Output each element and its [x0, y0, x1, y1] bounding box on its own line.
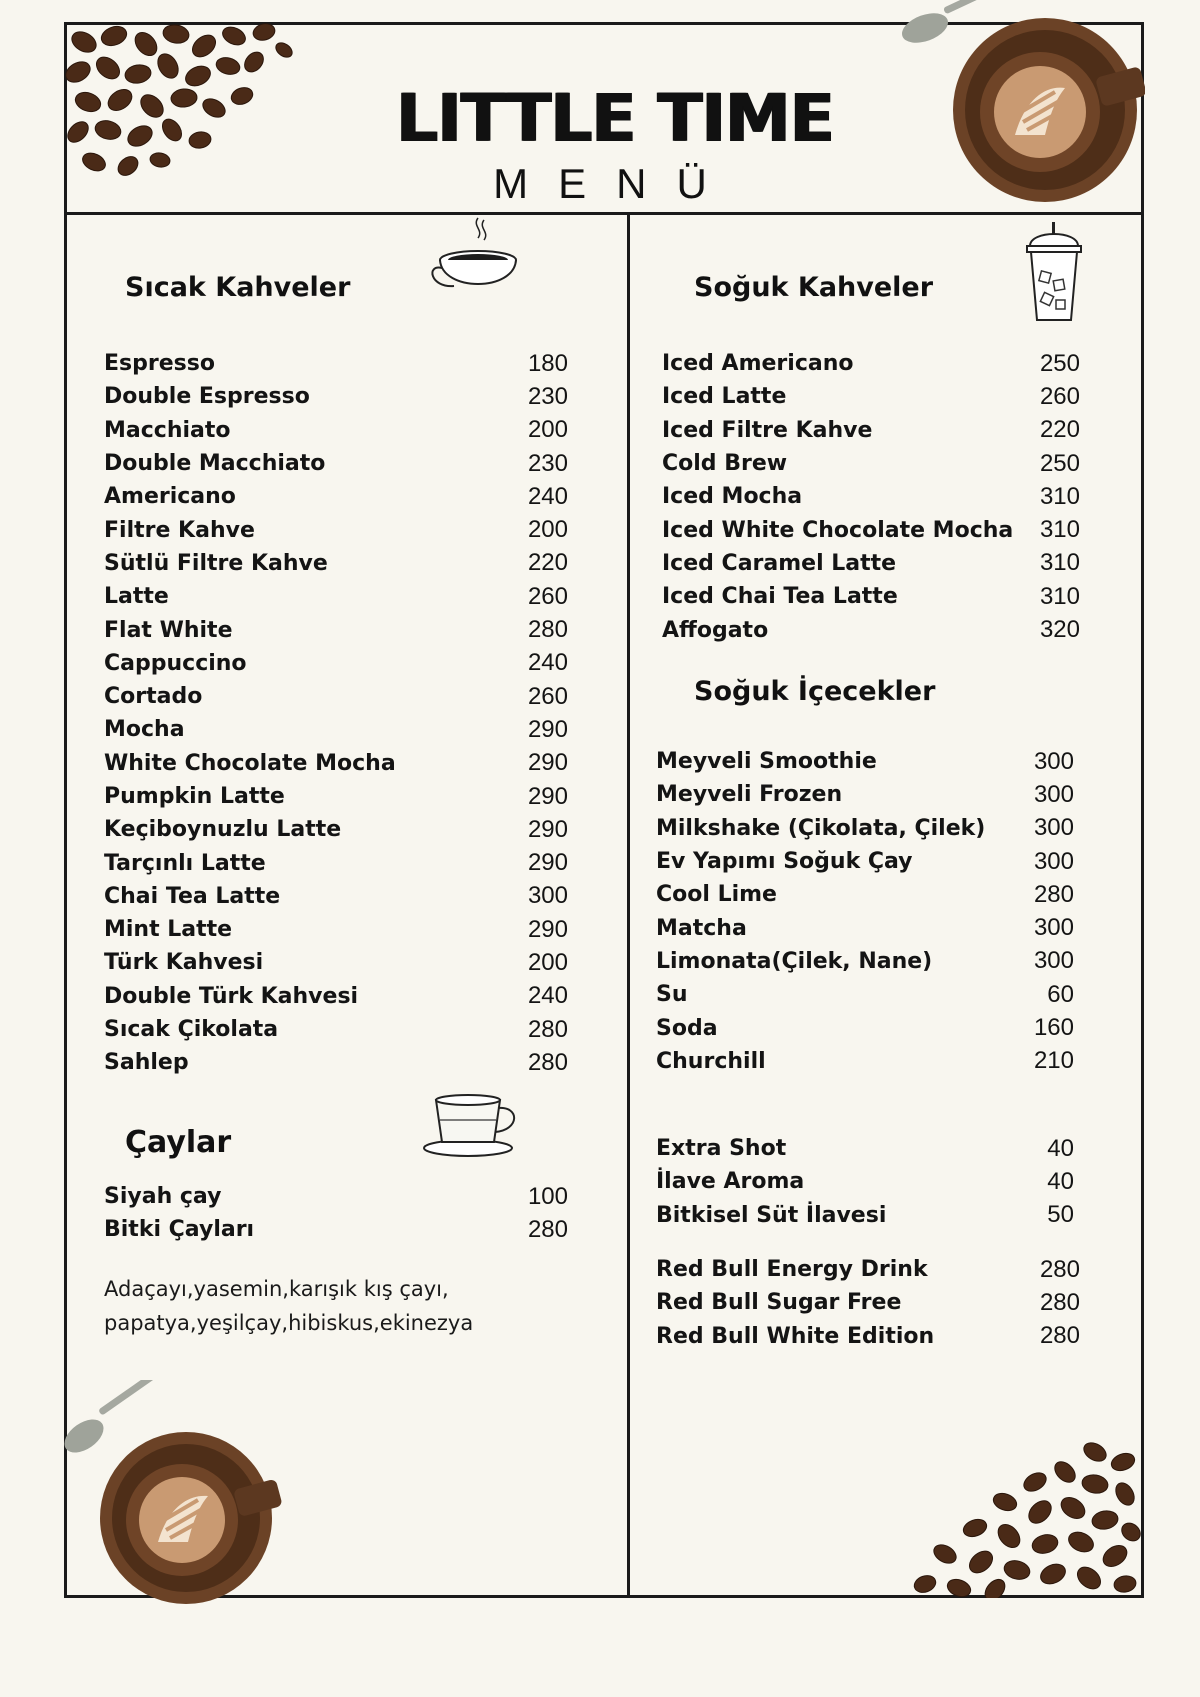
- menu-item: [656, 1132, 1074, 1165]
- item-name: Macchiato: [104, 417, 231, 443]
- item-name: Churchill: [656, 1048, 766, 1074]
- item-name: Sütlü Filtre Kahve: [104, 550, 328, 576]
- item-price: 280: [527, 616, 568, 644]
- item-price: 310: [1039, 582, 1080, 610]
- menu-item: [662, 580, 1080, 613]
- item-price: 310: [1039, 516, 1080, 544]
- latte-cup-bottom-left: [58, 1380, 288, 1605]
- item-price: 300: [1033, 847, 1074, 875]
- item-name: Iced Caramel Latte: [662, 550, 897, 576]
- menu-item: [104, 647, 568, 680]
- extras-list: [656, 1132, 1074, 1232]
- menu-item: [104, 1013, 568, 1046]
- hot-coffees-list: [104, 347, 568, 1080]
- menu-item: [104, 747, 568, 780]
- item-name: Meyveli Smoothie: [656, 749, 877, 775]
- iced-drink-cup-icon: [1022, 222, 1086, 326]
- menu-item: [104, 513, 568, 546]
- menu-item: [656, 945, 1074, 978]
- cold-coffees-title: Soğuk Kahveler: [694, 272, 934, 303]
- menu-item: [656, 778, 1074, 811]
- item-name: Sıcak Çikolata: [104, 1017, 279, 1043]
- item-price: 50: [1047, 1201, 1074, 1229]
- menu-item: [104, 447, 568, 480]
- item-name: Milkshake (Çikolata, Çilek): [656, 815, 986, 841]
- item-price: 40: [1047, 1167, 1074, 1195]
- menu-item: [104, 980, 568, 1013]
- item-price: 300: [1033, 947, 1074, 975]
- item-name: Espresso: [104, 351, 215, 377]
- item-price: 290: [527, 782, 568, 810]
- menu-item: [104, 1213, 568, 1246]
- menu-item: [662, 347, 1080, 380]
- coffee-beans-bottom-right: [895, 1432, 1143, 1598]
- brand-title: LITTLE TIME: [396, 80, 834, 157]
- item-name: Double Macchiato: [104, 451, 326, 477]
- menu-item: [104, 613, 568, 646]
- item-name: Latte: [104, 584, 169, 610]
- item-name: Bitkisel Süt İlavesi: [656, 1202, 887, 1228]
- menu-item: [656, 1011, 1074, 1044]
- hot-coffees-title: Sıcak Kahveler: [125, 272, 351, 303]
- menu-item: [662, 513, 1080, 546]
- item-name: Sahlep: [104, 1050, 189, 1076]
- item-price: 250: [1039, 349, 1080, 377]
- menu-item: [656, 978, 1074, 1011]
- item-price: 280: [1039, 1288, 1080, 1316]
- item-price: 300: [1033, 780, 1074, 808]
- item-price: 230: [527, 382, 568, 410]
- item-price: 280: [527, 1015, 568, 1043]
- item-price: 210: [1033, 1047, 1074, 1075]
- item-name: Red Bull Energy Drink: [656, 1257, 928, 1283]
- item-name: Limonata(Çilek, Nane): [656, 948, 933, 974]
- item-price: 260: [1039, 382, 1080, 410]
- menu-item: [662, 380, 1080, 413]
- item-name: Flat White: [104, 617, 233, 643]
- teas-title: Çaylar: [125, 1125, 232, 1160]
- teas-list: [104, 1180, 568, 1247]
- item-name: İlave Aroma: [656, 1169, 805, 1195]
- item-price: 290: [527, 715, 568, 743]
- item-name: Mint Latte: [104, 917, 233, 943]
- item-name: Mocha: [104, 717, 185, 743]
- item-price: 60: [1047, 980, 1074, 1008]
- item-price: 250: [1039, 449, 1080, 477]
- item-price: 220: [527, 549, 568, 577]
- menu-item: [656, 878, 1074, 911]
- item-name: Extra Shot: [656, 1136, 787, 1162]
- item-name: Bitki Çayları: [104, 1217, 255, 1243]
- item-price: 160: [1033, 1014, 1074, 1042]
- item-price: 240: [527, 482, 568, 510]
- item-name: Tarçınlı Latte: [104, 850, 266, 876]
- item-name: Cold Brew: [662, 451, 788, 477]
- item-price: 290: [527, 849, 568, 877]
- menu-item: [662, 613, 1080, 646]
- item-price: 280: [1039, 1255, 1080, 1283]
- cold-drinks-list: [656, 745, 1074, 1078]
- item-name: Ev Yapımı Soğuk Çay: [656, 849, 913, 875]
- menu-item: [662, 480, 1080, 513]
- menu-item: [656, 1320, 1080, 1353]
- item-name: Iced Latte: [662, 384, 787, 410]
- menu-item: [104, 713, 568, 746]
- item-price: 300: [1033, 914, 1074, 942]
- item-price: 260: [527, 582, 568, 610]
- menu-item: [104, 380, 568, 413]
- menu-item: [656, 1286, 1080, 1319]
- item-name: Iced Americano: [662, 351, 854, 377]
- cold-drinks-title: Soğuk İçecekler: [694, 676, 936, 707]
- item-price: 320: [1039, 616, 1080, 644]
- item-price: 290: [527, 915, 568, 943]
- item-price: 300: [1033, 747, 1074, 775]
- item-name: Matcha: [656, 915, 747, 941]
- menu-item: [104, 880, 568, 913]
- herbal-tea-note-line: Adaçayı,yasemin,karışık kış çayı,: [104, 1277, 449, 1301]
- steaming-coffee-cup-icon: [428, 212, 528, 312]
- menu-item: [656, 812, 1074, 845]
- item-price: 280: [527, 1215, 568, 1243]
- item-name: Red Bull Sugar Free: [656, 1290, 902, 1316]
- menu-item: [656, 1165, 1074, 1198]
- item-name: Iced Chai Tea Latte: [662, 584, 898, 610]
- menu-item: [656, 1253, 1080, 1286]
- item-name: Soda: [656, 1015, 718, 1041]
- item-name: Cappuccino: [104, 650, 247, 676]
- menu-item: [104, 913, 568, 946]
- energy-drinks-list: [656, 1253, 1080, 1353]
- menu-item: [104, 1180, 568, 1213]
- menu-item: [656, 845, 1074, 878]
- tea-cup-icon: [420, 1092, 520, 1158]
- item-price: 300: [1033, 814, 1074, 842]
- menu-item: [104, 347, 568, 380]
- item-price: 310: [1039, 482, 1080, 510]
- menu-item: [104, 680, 568, 713]
- item-price: 300: [527, 882, 568, 910]
- item-name: White Chocolate Mocha: [104, 750, 396, 776]
- menu-item: [656, 911, 1074, 944]
- cold-coffees-list: [662, 347, 1080, 647]
- menu-subtitle: MENÜ: [493, 160, 737, 207]
- item-name: Iced Filtre Kahve: [662, 417, 873, 443]
- menu-item: [104, 547, 568, 580]
- item-name: Türk Kahvesi: [104, 950, 264, 976]
- item-name: Chai Tea Latte: [104, 883, 281, 909]
- item-price: 280: [1033, 880, 1074, 908]
- item-price: 280: [1039, 1322, 1080, 1350]
- menu-item: [104, 780, 568, 813]
- menu-item: [104, 414, 568, 447]
- item-name: Americano: [104, 484, 236, 510]
- item-price: 290: [527, 749, 568, 777]
- item-price: 230: [527, 449, 568, 477]
- menu-item: [656, 745, 1074, 778]
- column-divider: [627, 212, 630, 1598]
- item-price: 180: [527, 349, 568, 377]
- menu-item: [662, 547, 1080, 580]
- item-name: Double Türk Kahvesi: [104, 983, 359, 1009]
- item-price: 240: [527, 649, 568, 677]
- item-name: Pumpkin Latte: [104, 784, 285, 809]
- item-price: 40: [1047, 1134, 1074, 1162]
- herbal-tea-note-line: papatya,yeşilçay,hibiskus,ekinezya: [104, 1311, 474, 1335]
- item-name: Cortado: [104, 684, 203, 710]
- item-price: 280: [527, 1048, 568, 1076]
- menu-item: [104, 480, 568, 513]
- item-price: 310: [1039, 549, 1080, 577]
- item-name: Double Espresso: [104, 384, 310, 410]
- item-name: Meyveli Frozen: [656, 782, 843, 808]
- item-name: Keçiboynuzlu Latte: [104, 817, 342, 843]
- item-price: 220: [1039, 416, 1080, 444]
- menu-item: [656, 1199, 1074, 1232]
- item-price: 290: [527, 815, 568, 843]
- item-name: Siyah çay: [104, 1184, 222, 1210]
- item-name: Iced White Chocolate Mocha: [662, 517, 1014, 543]
- item-price: 200: [527, 516, 568, 544]
- menu-item: [656, 1045, 1074, 1078]
- item-price: 200: [527, 948, 568, 976]
- menu-item: [662, 447, 1080, 480]
- menu-item: [104, 1046, 568, 1079]
- menu-item: [104, 580, 568, 613]
- item-name: Cool Lime: [656, 882, 777, 908]
- item-name: Affogato: [662, 617, 769, 643]
- item-price: 260: [527, 682, 568, 710]
- item-price: 240: [527, 982, 568, 1010]
- item-name: Filtre Kahve: [104, 517, 255, 543]
- item-price: 200: [527, 416, 568, 444]
- menu-item: [104, 946, 568, 979]
- item-price: 100: [527, 1182, 568, 1210]
- item-name: Su: [656, 982, 688, 1008]
- item-name: Iced Mocha: [662, 484, 803, 510]
- menu-item: [662, 414, 1080, 447]
- menu-item: [104, 846, 568, 879]
- item-name: Red Bull White Edition: [656, 1323, 935, 1349]
- menu-item: [104, 813, 568, 846]
- herbal-tea-note: [104, 1272, 534, 1340]
